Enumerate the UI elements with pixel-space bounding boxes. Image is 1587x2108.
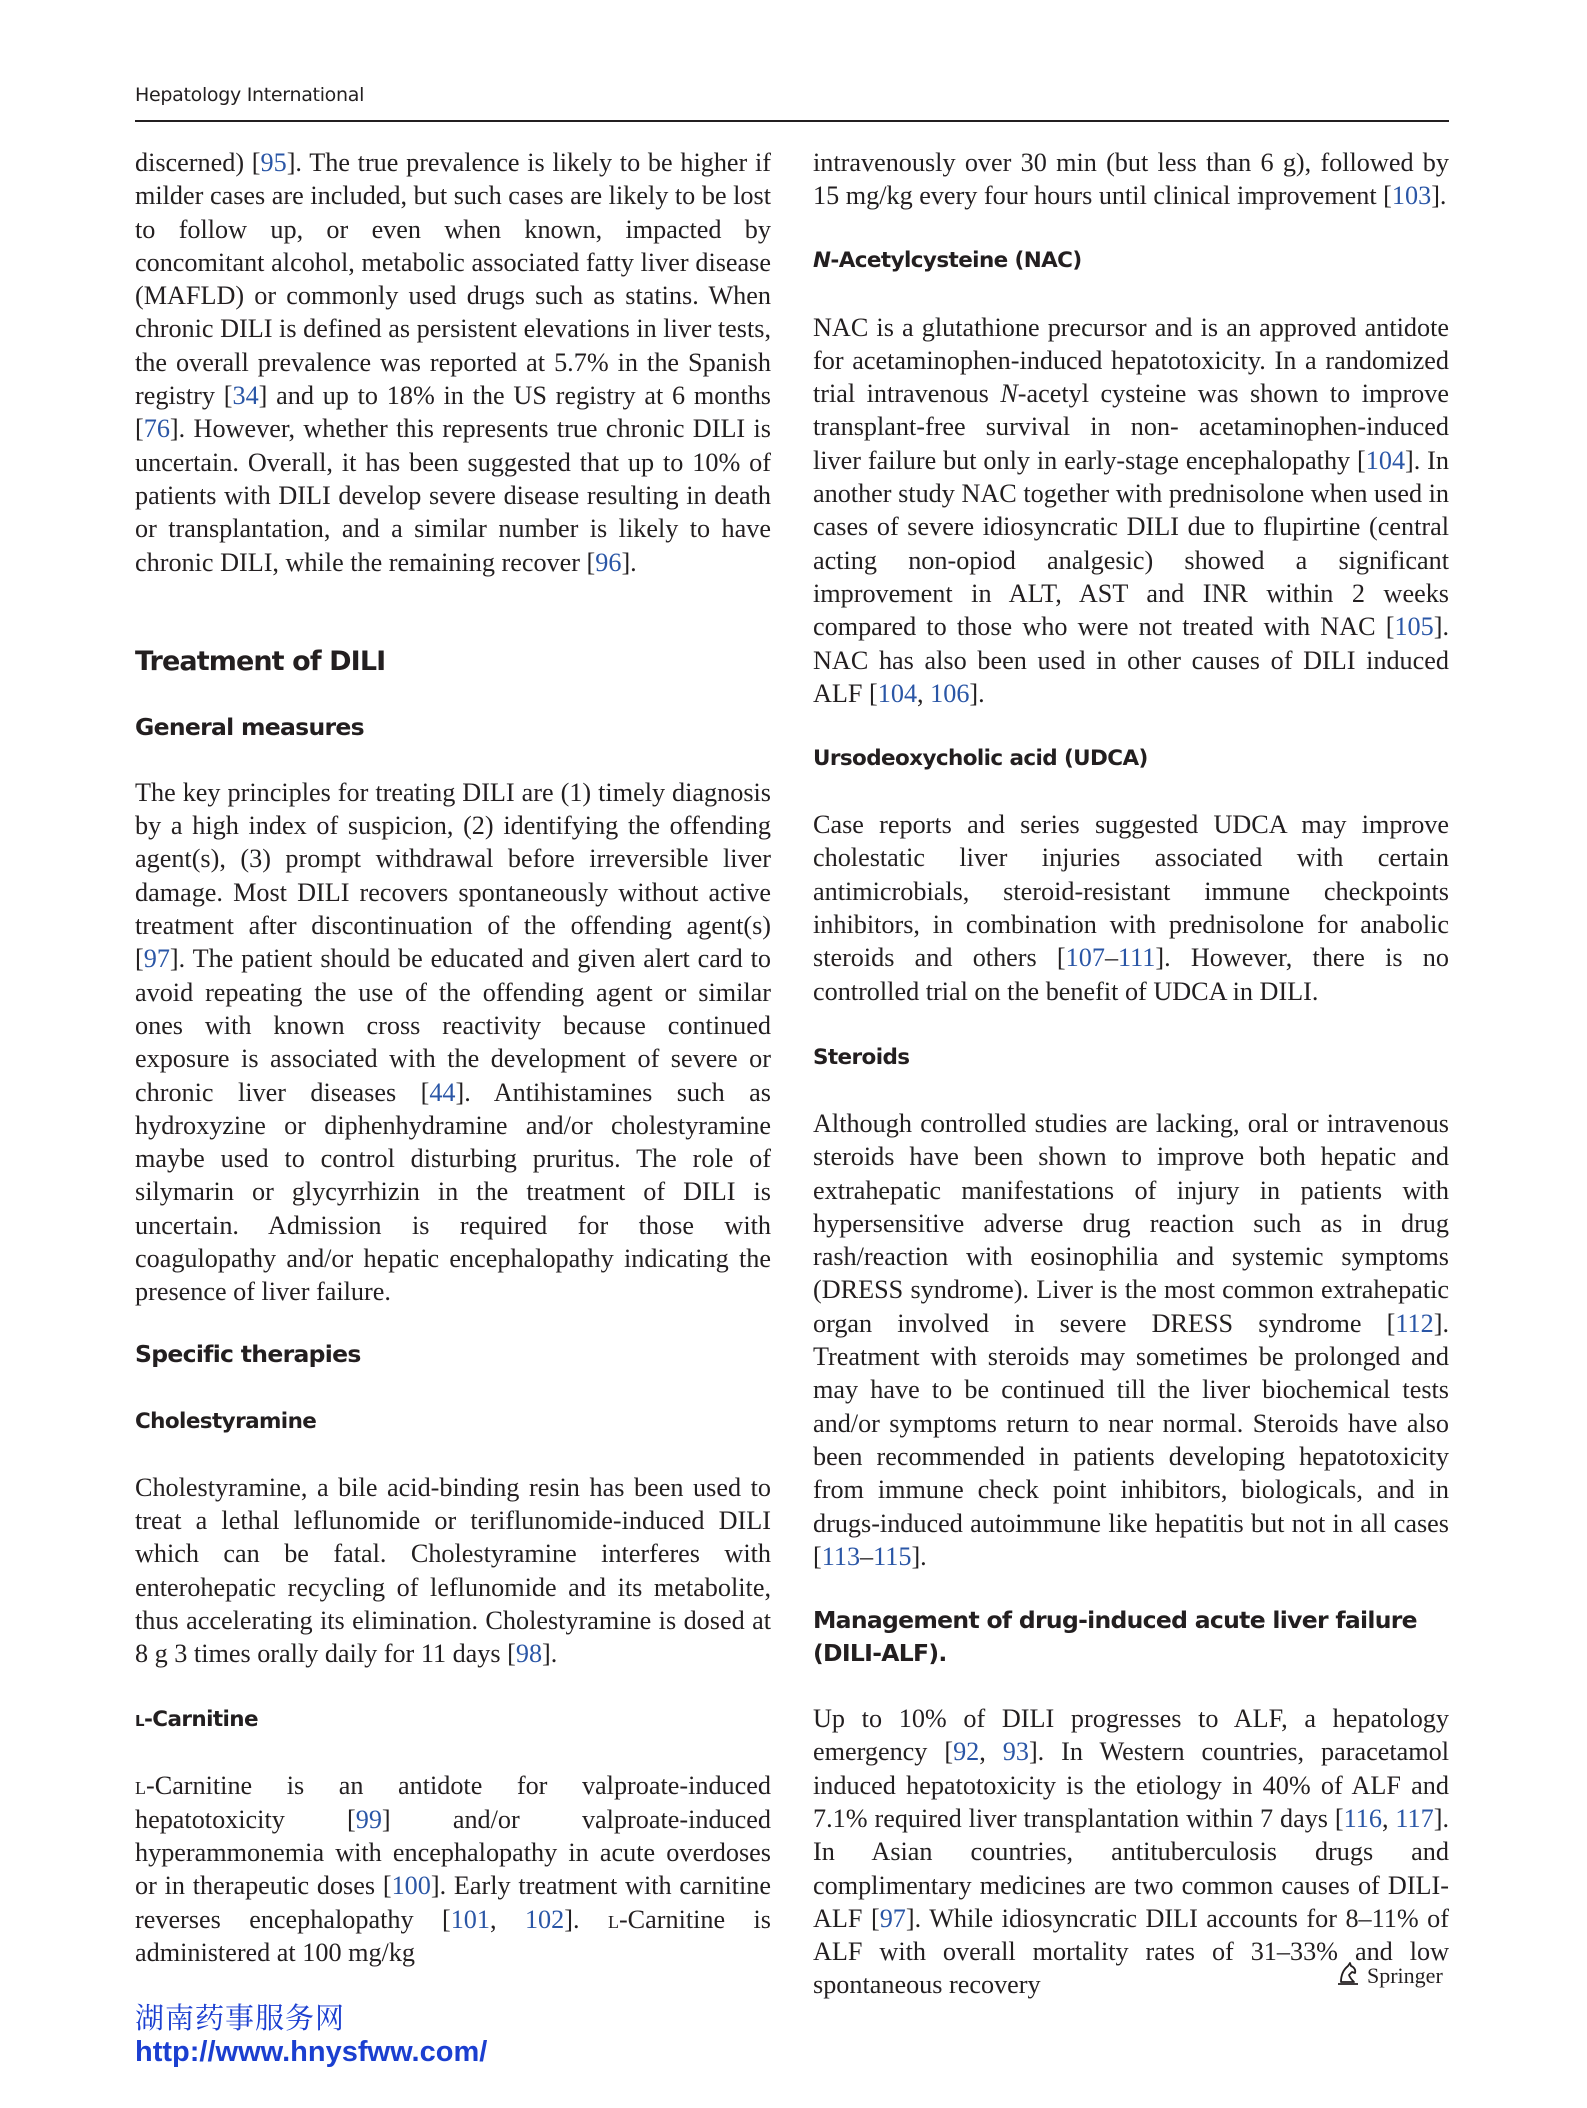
watermark-site-name: 湖南药事服务网 — [135, 2001, 346, 2035]
paragraph-general-measures: The key principles for treating DILI are (1) timely diagnosis by a high index of suspicion, (2) identifying the offending agent(s), (3) prompt withdrawal before irreversible liver damage. Most DILI recovers spontaneously without active treatment after discontinuation of the offending agent(s) [97]. The patient should be educated and given alert card to avoid repeating the use of the offending agent or similar ones with known cross reactivity because continued exposure is associated with the development of severe or chronic liver diseases [44]. Antihistamines such as hydroxyzine or diphenhydramine and/or cholestyramine maybe used to control disturbing pruritus. The role of silymarin or glycyrrhizin in the treatment of DILI is uncertain. Admission is required for those with coagulopathy and/or hepatic encephalopathy indicating the presence of liver failure. — [135, 777, 771, 1307]
subsubsection-heading-nac: N-Acetylcysteine (NAC) — [813, 247, 1082, 273]
subsection-heading-specific: Specific therapies — [135, 1339, 361, 1368]
paragraph-carnitine-cont: intravenously over 30 min (but less than 6 g), followed by 15 mg/kg every four hours until clinical improvement [103]. — [813, 148, 1449, 211]
publisher-logo — [1335, 1960, 1443, 1992]
subsubsection-heading-udca: Ursodeoxycholic acid (UDCA) — [813, 746, 1148, 772]
subsection-heading-management: Management of drug-induced acute liver failure (DILI-ALF). — [813, 1606, 1417, 1668]
paragraph-prevalence: discerned) [95]. The true prevalence is likely to be higher if milder cases are included, but such cases are likely to be lost to follow up, or even when known, impacted by concomitant alcohol, metabolic associated fatty liver disease (MAFLD) or commonly used drugs such as statins. When chronic DILI is defined as persistent elevations in liver tests, the overall prevalence was reported at 5.7% in the Spanish registry [34] and up to 18% in the US registry at 6 months [76]. However, whether this represents true chronic DILI is uncertain. Overall, it has been suggested that up to 10% of patients with DILI develop severe disease resulting in death or transplantation, and a similar number is likely to have chronic DILI, while the remaining recover [96]. — [135, 148, 771, 577]
paragraph-udca: Case reports and series suggested UDCA may improve cholestatic liver injuries associated with certain antimicrobials, steroid-resistant immune checkpoints inhibitors, in combination with prednisolone for anabolic steroids and others [107–111]. However, there is no controlled trial on the benefit of UDCA in DILI. — [813, 810, 1449, 1006]
subsubsection-heading-steroids: Steroids — [813, 1044, 910, 1070]
watermark — [135, 2000, 487, 2068]
running-header — [135, 84, 1449, 122]
paragraph-cholestyramine: Cholestyramine, a bile acid-binding resin has been used to treat a lethal leflunomide or teriflunomide-induced DILI which can be fatal. Cholestyramine interferes with enterohepatic recycling of leflunomide and its metabolite, thus accelerating its elimination. Cholestyramine is dosed at 8 g 3 times orally daily for 11 days [98]. — [135, 1472, 771, 1669]
subsubsection-heading-cholestyramine: Cholestyramine — [135, 1408, 317, 1434]
subsubsection-heading-carnitine: l-Carnitine — [135, 1707, 258, 1733]
paragraph-management: Up to 10% of DILI progresses to ALF, a hepatology emergency [92, 93]. In Western countries, paracetamol induced hepatotoxicity is the etiology in 40% of ALF and 7.1% required liver transplantation within 7 days [116, 117]. In Asian countries, antituberculosis drugs and complimentary medicines are two common causes of DILI-ALF [97]. While idiosyncratic DILI accounts for 8–11% of ALF with overall mortality rates of 31–33% and low spontaneous recovery — [813, 1704, 1450, 2000]
springer-horse-icon — [1335, 1960, 1361, 1992]
publisher-name: Springer — [1367, 1963, 1443, 1988]
paragraph-nac: NAC is a glutathione precursor and is an approved antidote for acetaminophen-induced hepatotoxicity. In a randomized trial intravenous N-acetyl cysteine was shown to improve transplant-free survival in non- acetaminophen-induced liver failure but only in early-stage encephalopathy [104]. In another study NAC together with prednisolone when used in cases of severe idiosyncratic DILI due to flupirtine (central acting non-opiod analgesic) showed a significant improvement in ALT, AST and INR within 2 weeks compared to those who were not treated with NAC [105]. NAC has also been used in other causes of DILI induced ALF [104, 106]. — [813, 312, 1449, 708]
subsection-heading-general: General measures — [135, 712, 364, 741]
left-column — [135, 146, 771, 1969]
right-column — [813, 146, 1449, 2002]
journal-name: Hepatology International — [135, 84, 365, 106]
section-heading-treatment: Treatment of DILI — [135, 645, 386, 677]
paragraph-steroids: Although controlled studies are lacking, oral or intravenous steroids have been shown to improve both hepatic and extrahepatic manifestations of injury in patients with hypersensitive adverse drug reaction such as in drug rash/reaction with eosinophilia and systemic symptoms (DRESS syndrome). Liver is the most common extrahepatic organ involved in severe DRESS syndrome [112]. Treatment with steroids may sometimes be prolonged and may have to be continued till the liver biochemical tests and/or symptoms return to near normal. Steroids have also been recommended in patients developing hepatotoxicity from immune check point inhibitors, biologicals, and in drugs-induced autoimmune like hepatitis but not in all cases [113–115]. — [813, 1108, 1449, 1571]
paragraph-carnitine: l-Carnitine is an antidote for valproate-induced hepatotoxicity [99] and/or valproate-induced hyperammonemia with encephalopathy in acute overdoses or in therapeutic doses [100]. Early treatment with carnitine reverses encephalopathy [101, 102]. l-Carnitine is administered at 100 mg/kg — [135, 1771, 771, 1967]
watermark-url[interactable]: http://www.hnysfww.com/ — [135, 2036, 488, 2068]
